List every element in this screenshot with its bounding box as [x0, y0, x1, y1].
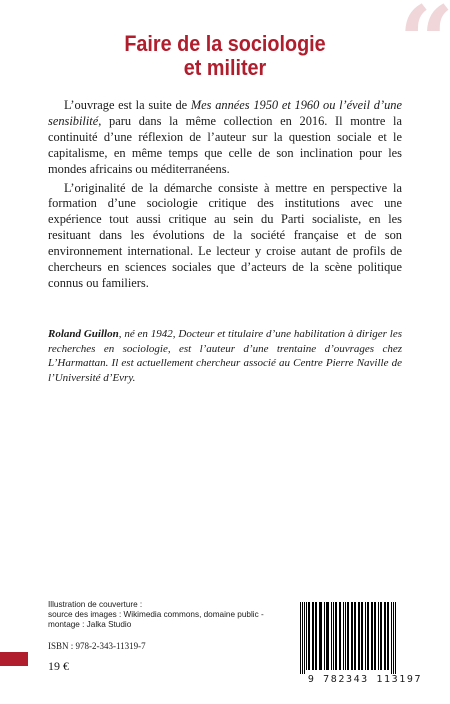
book-title-line1: Faire de la sociologie	[124, 31, 326, 56]
isbn: ISBN : 978-2-343-11319-7	[48, 641, 146, 651]
price: 19 €	[48, 659, 69, 673]
barcode-bar	[345, 602, 346, 670]
author-name: Roland Guillon	[48, 328, 119, 340]
barcode-bar	[306, 602, 307, 670]
barcode-bar	[308, 602, 310, 670]
barcode-bar	[339, 602, 341, 670]
barcode-bar	[333, 602, 334, 670]
quote-mark-decoration: “	[398, 0, 446, 98]
referenced-book-title: Mes années 1950 et 1960 ou l’éveil d’une sensibilité	[48, 98, 402, 128]
barcode-bar	[326, 602, 329, 670]
barcode-bar	[324, 602, 325, 670]
barcode-bars	[290, 600, 440, 674]
summary-p1-after: , paru dans la même collection en 2016. Il montre la continuité d’une réflexion de l’auteur sur la question sociale et le capitalisme, en même temps que celle de son inclination pour les mondes africains ou méditerranéens.	[48, 113, 402, 176]
barcode-bar	[304, 602, 305, 674]
cover-credits	[48, 600, 278, 630]
barcode-bar	[365, 602, 366, 670]
barcode-bar	[331, 602, 332, 670]
barcode-bar	[302, 602, 303, 674]
barcode-bar	[343, 602, 344, 670]
barcode-bar	[371, 602, 373, 670]
barcode-bar	[387, 602, 389, 670]
barcode-bar	[315, 602, 317, 670]
barcode-bar	[367, 602, 369, 670]
barcode-bar	[335, 602, 337, 670]
credits-line1: Illustration de couverture :	[48, 600, 143, 609]
barcode-bar	[354, 602, 356, 670]
barcode-bar	[393, 602, 394, 674]
author-bio	[48, 327, 402, 385]
barcode-bar	[384, 602, 386, 670]
barcode-bar	[358, 602, 360, 670]
red-accent-bar	[0, 652, 28, 666]
book-title	[23, 32, 428, 80]
book-title-line2: et militer	[183, 55, 267, 80]
barcode-bar	[300, 602, 301, 674]
barcode-bar	[380, 602, 382, 670]
barcode-bar	[312, 602, 314, 670]
barcode-bar	[378, 602, 379, 670]
author-bio-text: , né en 1942, Docteur et titulaire d’une habilitation à diriger les recherches en sociologie, est l’auteur d’une trentaine d’ouvrages chez L’Harmattan. Il est actuellement chercheur associé au Centre Pierre Naville de l’Université d’Evry.	[48, 328, 402, 384]
barcode-digits: 9 782343 113197	[307, 674, 423, 685]
barcode-bar	[347, 602, 349, 670]
barcode-bar	[374, 602, 376, 670]
summary-p1-before: L’ouvrage est la suite de	[64, 98, 191, 112]
credits-line2: source des images : Wikimedia commons, domaine public - montage : Jalka Studio	[48, 610, 264, 629]
barcode-bar	[361, 602, 363, 670]
barcode-bar	[319, 602, 322, 670]
back-cover-summary	[48, 98, 402, 295]
barcode-bar	[351, 602, 353, 670]
barcode-bar	[391, 602, 392, 674]
summary-paragraph-1	[48, 98, 402, 178]
barcode-bar	[395, 602, 396, 674]
barcode	[290, 600, 440, 692]
summary-paragraph-2: L’originalité de la démarche consiste à mettre en perspective la formation d’une sociologie critique des institutions avec une expérience tout aussi critique au sein du Parti socialiste, en les resituant dans les évolutions de la société française et de son environnement international. Le lecteur y croise autant de profils de chercheurs en sciences sociales que d’acteurs de la scène politique connus ou familiers.	[48, 180, 402, 290]
